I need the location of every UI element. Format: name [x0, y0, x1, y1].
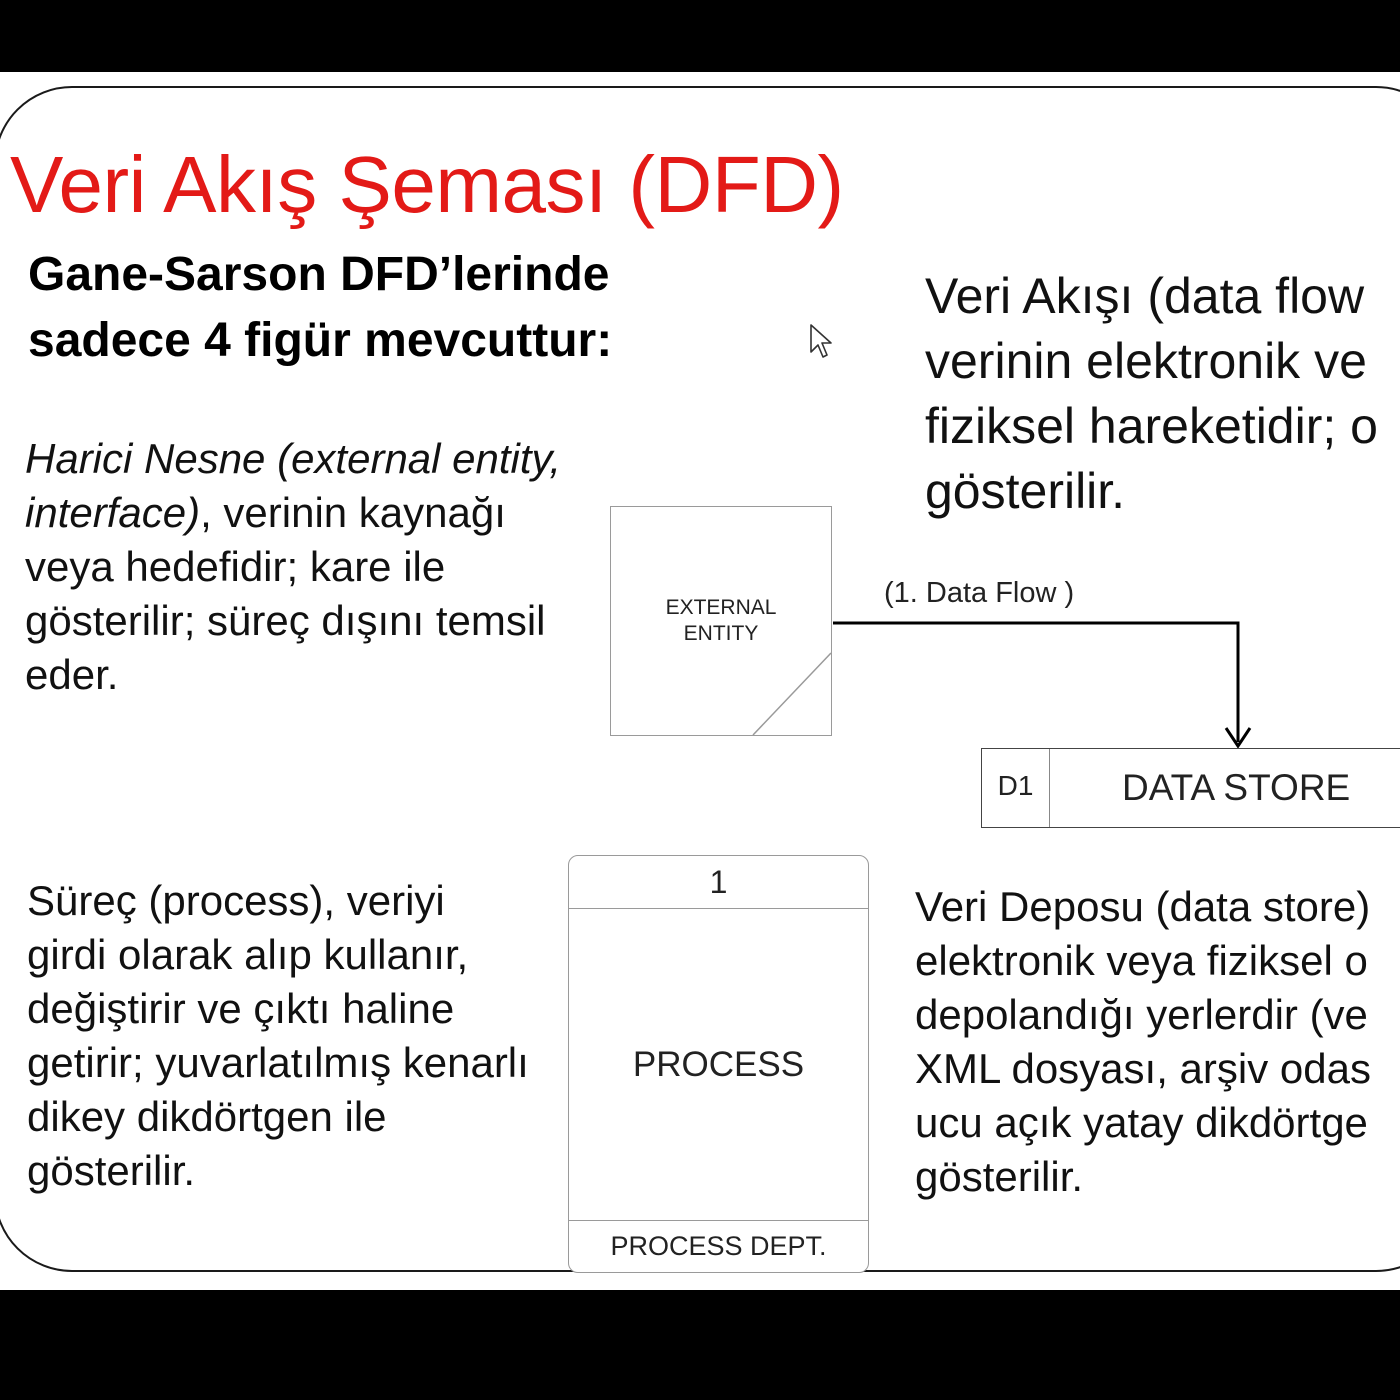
slide-title: Veri Akış Şeması (DFD): [10, 140, 844, 229]
process-name: PROCESS: [632, 1045, 805, 1084]
external-entity-label: EXTERNAL ENTITY: [665, 596, 777, 645]
data-store-name: DATA STORE: [1122, 767, 1351, 808]
external-entity-explanation: , verinin kaynağı veya hedefidir; kare ile gösterilir; süreç dışını temsil eder.: [25, 489, 546, 698]
data-flow-description: Veri Akışı (data flow verinin elektronik ve fiziksel hareketidir; o gösterilir.: [925, 268, 1378, 519]
data-store-id: D1: [982, 749, 1050, 827]
process-description: Süreç (process), veriyi girdi olarak alıp kullanır, değiştirir ve çıktı haline getirir; yuvarlatılmış kenarlı dikey dikdörtgen ile gösterilir.: [27, 877, 529, 1194]
mouse-pointer-icon: [810, 324, 836, 362]
data-store-description: Veri Deposu (data store) elektronik veya fiziksel o depolandığı yerlerdir (ve XML dosyası, arşiv odas ucu açık yatay dikdörtge gösterilir.: [915, 883, 1371, 1200]
process-id: 1: [569, 856, 868, 909]
external-entity-description: [25, 432, 585, 702]
external-entity-symbol: [610, 506, 832, 736]
slide-subtitle: Gane-Sarson DFD’lerinde sadece 4 figür mevcuttur:: [28, 248, 613, 367]
external-entity-term: Harici Nesne (external entity, interface): [25, 435, 562, 536]
data-flow-label: (1. Data Flow ): [884, 577, 1075, 609]
process-dept: PROCESS DEPT.: [569, 1220, 868, 1272]
data-store-symbol: [981, 748, 1400, 828]
letterbox-bottom: [0, 1290, 1400, 1400]
letterbox-top: [0, 0, 1400, 72]
process-symbol: [568, 855, 869, 1273]
